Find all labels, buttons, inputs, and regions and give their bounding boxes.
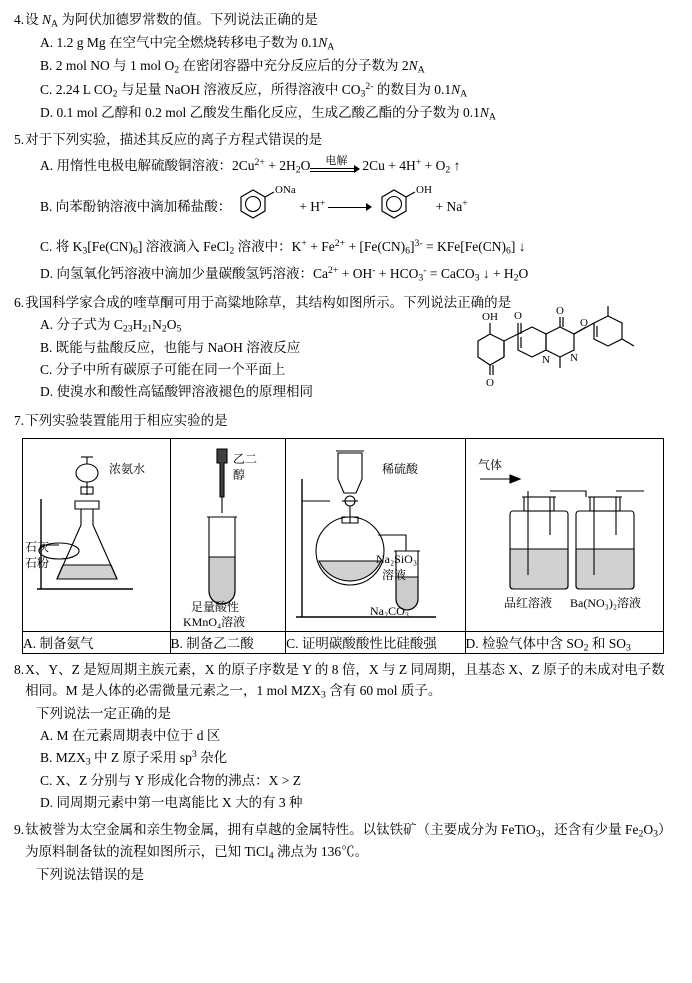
question-6-stem: 我国科学家合成的喹草酮可用于高粱地除草，其结构如图所示。下列说法正确的是 [25, 294, 512, 310]
apparatus-label-a: A. 制备氨气 [23, 631, 171, 654]
question-4-option-c: C. 2.24 L $CO_2$ 与足量 NaOH 溶液反应，所得溶液中 $CO_3^{2-}$ 的数目为 $0.1N_A$ [40, 80, 468, 100]
label-N1: N [542, 353, 550, 366]
apparatus-figure-row [23, 438, 664, 631]
label-O-right: O [580, 316, 588, 329]
question-4-stem: 设 $N_A$ 为阿伏加德罗常数的值。下列说法正确的是 [25, 12, 318, 30]
question-6-option-c: C. 分子中所有碳原子可能在同一个平面上 [40, 362, 286, 378]
label-OH: OH [482, 310, 498, 323]
apparatus-table [22, 438, 664, 655]
question-7 [14, 411, 674, 655]
question-5-option-b [40, 184, 674, 230]
label-O-bottom: O [486, 376, 494, 389]
label-O-bridge: O [514, 309, 522, 322]
phenolate-ring-structure [231, 183, 297, 231]
question-4-option-a: A. 1.2 g Mg 在空气中完全燃烧转移电子数为 $0.1N_A$ [40, 34, 335, 53]
question-5-option-c: C. 将 $K_3[Fe(CN)_6]$ 溶液滴入 FeCl$_2$ 溶液中：$K^+ + Fe^{2+} + [Fe(CN)_6]^{3-} = KFe[Fe(CN)_6]$ ↓ [40, 238, 526, 257]
label-barium-nitrate-solution: Ba(NO₃)₂溶液 [569, 595, 641, 610]
label-na2sio3: Na₂SiO₃ [376, 551, 418, 566]
question-6 [14, 293, 674, 403]
apparatus-figure-a [23, 439, 170, 631]
label-concentrated-ammonia: 浓氨水 [109, 461, 146, 476]
label-solution: 溶液 [382, 567, 407, 582]
phenol-ring-structure [374, 183, 434, 231]
question-5-option-b-suffix: + Na+ [435, 198, 468, 215]
question-5-option-b-prefix: B. 向苯酚钠溶液中滴加稀盐酸： [40, 199, 232, 215]
question-5-option-d: D. 向氢氧化钙溶液中滴加少量碳酸氢钙溶液：$Ca^{2+} + OH^- + HCO_3^-$ = CaCO$_3$ ↓ + $H_2O$ [40, 265, 529, 285]
label-ethylene-glycol-1: 乙二 [232, 451, 257, 466]
question-6-option-b: B. 既能与盐酸反应，也能与 NaOH 溶液反应 [40, 340, 301, 356]
electrolysis-arrow-icon [310, 156, 362, 176]
label-O-top: O [556, 304, 564, 317]
question-4-option-d: D. 0.1 mol 乙醇和 0.2 mol 乙酸发生酯化反应，生成乙酸乙酯的分子数为 $0.1N_A$ [40, 105, 496, 123]
label-ethylene-glycol-2: 醇 [232, 467, 245, 482]
label-dilute-sulfuric-acid: 稀硫酸 [382, 461, 419, 476]
question-8 [14, 660, 674, 814]
svg-text:OH: OH [415, 183, 432, 196]
question-4 [14, 10, 674, 126]
label-lime-powder-1: 石灰 [25, 539, 50, 554]
question-7-number: 7. [14, 412, 25, 428]
question-9-stem: 钛被誉为太空金属和亲生物金属，拥有卓越的金属特性。以钛铁矿（主要成分为 FeTiO$_3$，还含有少量 $Fe_2O_3$）为原料制备钛的流程如图所示，已知 TiCl$_4$ 沸点为 136℃。 [25, 822, 672, 862]
apparatus-figure-d [466, 439, 664, 631]
reaction-arrow-icon [328, 200, 374, 214]
svg-text:ONa: ONa [275, 183, 297, 196]
question-4-option-b: B. 2 mol NO 与 1 mol $O_2$ 在密闭容器中充分反应后的分子数为 $2N_A$ [40, 58, 425, 76]
question-8-number: 8. [14, 662, 25, 678]
quinazolinedione-structure-figure [460, 293, 670, 403]
label-acidic-kmno4-2: KMnO₄溶液 [182, 614, 245, 629]
question-9-stem-continued: 下列说法错误的是 [36, 866, 144, 882]
question-5-option-a-suffix: $2Cu + 4H^+ + O_2$ ↑ [362, 156, 461, 176]
question-8-option-b: B. $MZX_3$ 中 Z 原子采用 $sp^3$ 杂化 [40, 749, 228, 768]
question-5-number: 5. [14, 131, 25, 147]
question-8-option-c: C. X、Z 分别与 Y 形成化合物的沸点：X > Z [40, 773, 301, 789]
question-5-stem: 对于下列实验，描述其反应的离子方程式错误的是 [25, 131, 323, 147]
question-8-stem: X、Y、Z 是短周期主族元素，X 的原子序数是 Y 的 8 倍，X 与 Z 同周期，且基态 X、Z 原子的未成对电子数相同。M 是人体的必需微量元素之一，1 mol $MZX_3$ 含有 60 mol 质子。 [25, 662, 665, 702]
label-magenta-solution: 品红溶液 [503, 595, 552, 610]
label-acidic-kmno4-1: 足量酸性 [190, 599, 239, 614]
apparatus-cell-d [465, 438, 664, 631]
apparatus-figure-c [286, 439, 464, 631]
label-gas: 气体 [477, 457, 502, 472]
apparatus-cell-b [170, 438, 286, 631]
question-5-option-b-mid: + H+ [299, 198, 326, 215]
question-8-option-d: D. 同周期元素中第一电离能比 X 大的有 3 种 [40, 795, 303, 811]
question-4-number: 4. [14, 12, 25, 27]
question-5-option-a [40, 155, 674, 178]
question-5 [14, 130, 674, 287]
question-6-option-d: D. 使溴水和酸性高锰酸钾溶液褪色的原理相同 [40, 383, 313, 399]
electrolysis-arrow-label: 电解 [325, 155, 348, 168]
apparatus-label-row [23, 631, 664, 654]
apparatus-cell-a [23, 438, 171, 631]
question-9 [14, 820, 674, 885]
question-6-option-a: A. 分子式为 $C_{23}H_{21}N_2O_5$ [40, 316, 182, 335]
apparatus-label-d: D. 检验气体中含 $SO_2$ 和 $SO_3$ [465, 631, 664, 654]
apparatus-figure-b [171, 439, 286, 631]
label-lime-powder-2: 石粉 [25, 555, 50, 570]
apparatus-label-c: C. 证明碳酸酸性比硅酸强 [286, 631, 465, 654]
question-9-number: 9. [14, 822, 25, 838]
label-N2: N [570, 351, 578, 364]
label-na2co3: Na₂CO₃ [370, 603, 410, 618]
question-8-option-a: A. M 在元素周期表中位于 d 区 [40, 728, 221, 744]
question-7-stem: 下列实验装置能用于相应实验的是 [25, 412, 228, 428]
apparatus-cell-c [286, 438, 465, 631]
apparatus-label-b: B. 制备乙二酸 [170, 631, 286, 654]
question-8-stem-continued: 下列说法一定正确的是 [36, 706, 171, 722]
question-5-option-a-prefix: A. 用惰性电极电解硫酸铜溶液：$2Cu^{2+} + 2H_2O$ [40, 156, 311, 176]
question-6-number: 6. [14, 294, 25, 310]
